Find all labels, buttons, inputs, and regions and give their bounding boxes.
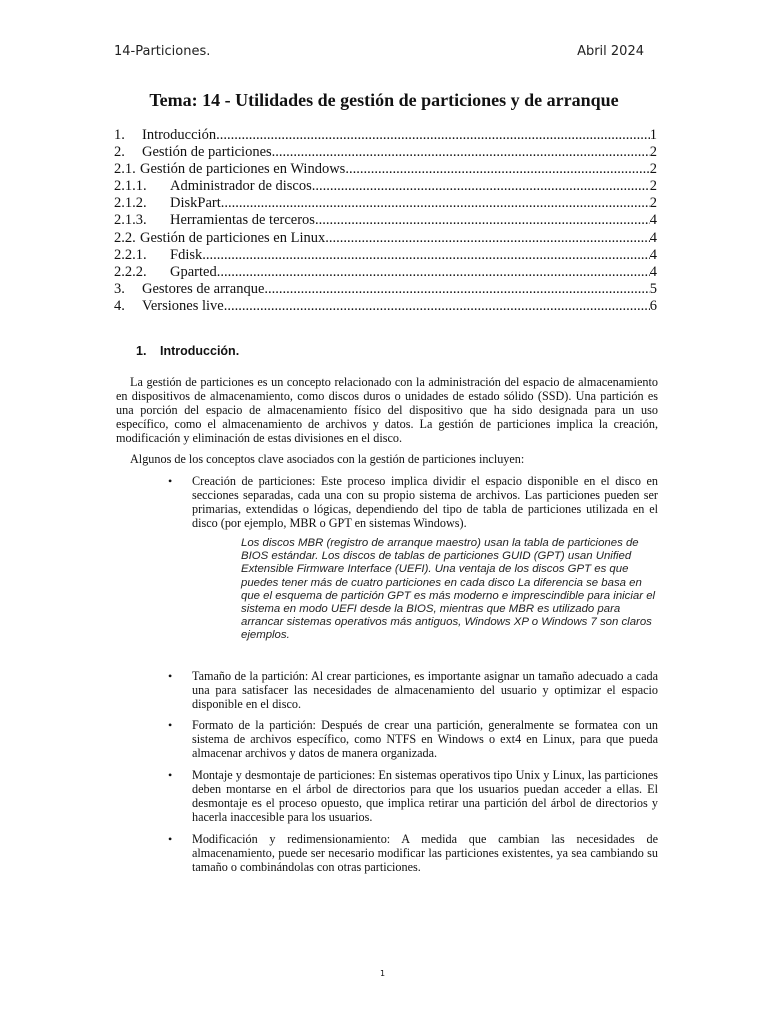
quote-block: Los discos MBR (registro de arranque maestro) usan la tabla de particiones de BIOS estándar. Los discos de tablas de particiones GUID (GPT) usan Unified Extensible Firmware Interface (UEFI). Una ventaja de los discos GPT es que puedes tener más de cuatro particiones en cada disco La diferencia se basa en que el esquema de partición GPT es más moderno e imprescindible para iniciar el sistema en modo UEFI desde la BIOS, mientras que MBR es utilizado para arrancar sistemas operativos más antiguos, Windows XP o Windows 7 son claros ejemplos. <box>241 537 656 642</box>
toc-leader-dots <box>217 264 650 281</box>
bullet-item: Creación de particiones: Este proceso implica dividir el espacio disponible en el disco en secciones separadas, cada una con su propio sistema de archivos. Las particiones pueden ser primarias, extendidas o lógicas, dependiendo del tipo de tabla de particiones utilizada en el disco (por ejemplo, MBR o GPT en sistemas Windows). <box>192 474 658 531</box>
table-of-contents <box>114 127 657 315</box>
toc-leader-dots <box>315 212 650 229</box>
toc-entry[interactable] <box>114 178 657 195</box>
toc-entry[interactable] <box>114 144 657 161</box>
document-title: Tema: 14 - Utilidades de gestión de particiones y de arranque <box>149 90 619 110</box>
toc-entry-number: 2.2. <box>114 229 136 246</box>
bullet-item: Montaje y desmontaje de particiones: En sistemas operativos tipo Unix y Linux, las particiones deben montarse en el árbol de directorios para que los usuarios puedan acceder a ellas. El desmontaje es el proceso opuesto, que implica retirar una partición del árbol de directorios y hacerla inaccesible para los usuarios. <box>192 768 658 825</box>
toc-entry-page: 4 <box>649 263 657 280</box>
bullet-item: Modificación y redimensionamiento: A medida que cambian las necesidades de almacenamiento, puede ser necesario modificar las particiones existentes, ya sea cambiando su tamaño o combinándolas con otras particiones. <box>192 832 658 875</box>
toc-leader-dots <box>216 127 650 144</box>
header-document-name: 14-Particiones. <box>114 44 211 59</box>
toc-leader-dots <box>312 178 650 195</box>
toc-entry-title: Gestión de particiones en Windows <box>140 161 346 178</box>
toc-entry-number: 2.1.3. <box>114 212 147 229</box>
toc-leader-dots <box>264 281 649 298</box>
toc-entry-number: 1. <box>114 127 125 143</box>
toc-leader-dots <box>224 298 650 315</box>
page-number: 1 <box>380 969 386 978</box>
toc-entry-number: 2. <box>114 144 125 161</box>
toc-entry-title: DiskPart <box>170 195 221 212</box>
toc-entry-number: 3. <box>114 280 125 297</box>
toc-entry-page: 5 <box>649 280 657 297</box>
toc-leader-dots <box>345 161 649 178</box>
toc-leader-dots <box>221 195 650 212</box>
bullet-icon: • <box>168 832 173 846</box>
toc-entry[interactable] <box>114 195 657 212</box>
toc-entry-title: Herramientas de terceros <box>170 212 315 229</box>
toc-entry[interactable] <box>114 230 657 247</box>
toc-entry-title: Administrador de discos <box>170 178 312 195</box>
bullet-item: Tamaño de la partición: Al crear particiones, es importante asignar un tamaño adecuado a cada una para satisfacer las necesidades de almacenamiento del usuario y optimizar el espacio disponible en el disco. <box>192 669 658 712</box>
toc-entry-page: 4 <box>649 246 657 263</box>
section-number: 1. <box>136 344 147 358</box>
toc-entry-title: Gestores de arranque <box>142 280 265 297</box>
toc-entry-number: 2.2.2. <box>114 263 147 280</box>
concepts-intro-paragraph: Algunos de los conceptos clave asociados con la gestión de particiones incluyen: <box>130 452 525 466</box>
section-heading <box>136 344 239 358</box>
toc-entry-title: Gestión de particiones <box>142 144 272 161</box>
toc-entry-page: 2 <box>649 195 657 212</box>
toc-entry-page: 2 <box>649 144 657 161</box>
toc-entry-number: 4. <box>114 297 125 314</box>
toc-entry[interactable] <box>114 264 657 281</box>
toc-entry-page: 1 <box>649 127 657 143</box>
bullet-icon: • <box>168 768 173 782</box>
toc-entry-title: Gestión de particiones en Linux <box>140 229 326 246</box>
toc-entry-number: 2.2.1. <box>114 246 147 263</box>
bullet-icon: • <box>168 718 173 732</box>
toc-entry-number: 2.1. <box>114 161 136 178</box>
toc-entry[interactable] <box>114 161 657 178</box>
bullet-icon: • <box>168 669 173 683</box>
toc-entry[interactable] <box>114 212 657 229</box>
toc-entry-title: Introducción <box>142 127 217 143</box>
bullet-item: Formato de la partición: Después de crear una partición, generalmente se formatea con un sistema de archivos específico, como NTFS en Windows o ext4 en Linux, para que pueda almacenar archivos y datos de manera organizada. <box>192 718 658 761</box>
toc-leader-dots <box>272 144 650 161</box>
toc-leader-dots <box>202 247 650 264</box>
toc-entry-title: Versiones live <box>142 297 224 314</box>
toc-entry[interactable] <box>114 247 657 264</box>
toc-entry-page: 2 <box>649 161 657 178</box>
toc-entry-page: 6 <box>649 297 657 314</box>
toc-entry-page: 2 <box>649 178 657 195</box>
bullet-icon: • <box>168 474 173 488</box>
toc-entry-page: 4 <box>649 229 657 246</box>
toc-entry[interactable] <box>114 298 657 315</box>
toc-entry-title: Gparted <box>170 263 217 280</box>
header-date: Abril 2024 <box>577 44 644 59</box>
toc-leader-dots <box>325 230 650 247</box>
toc-entry[interactable] <box>114 281 657 298</box>
toc-entry-title: Fdisk <box>170 246 203 263</box>
toc-entry[interactable] <box>114 127 657 144</box>
toc-entry-number: 2.1.2. <box>114 195 147 212</box>
toc-entry-number: 2.1.1. <box>114 178 147 195</box>
toc-entry-page: 4 <box>649 212 657 229</box>
intro-paragraph: La gestión de particiones es un concepto relacionado con la administración del espacio de almacenamiento en dispositivos de almacenamiento, como discos duros o unidades de estado sólido (SSD). Una partición es una porción del espacio de almacenamiento físico del dispositivo que ha sido designada para un uso específico, como el almacenamiento de archivos y datos. La gestión de particiones implica la creación, modificación y eliminación de estas divisiones en el disco. <box>116 375 658 446</box>
section-title: Introducción. <box>160 344 240 358</box>
